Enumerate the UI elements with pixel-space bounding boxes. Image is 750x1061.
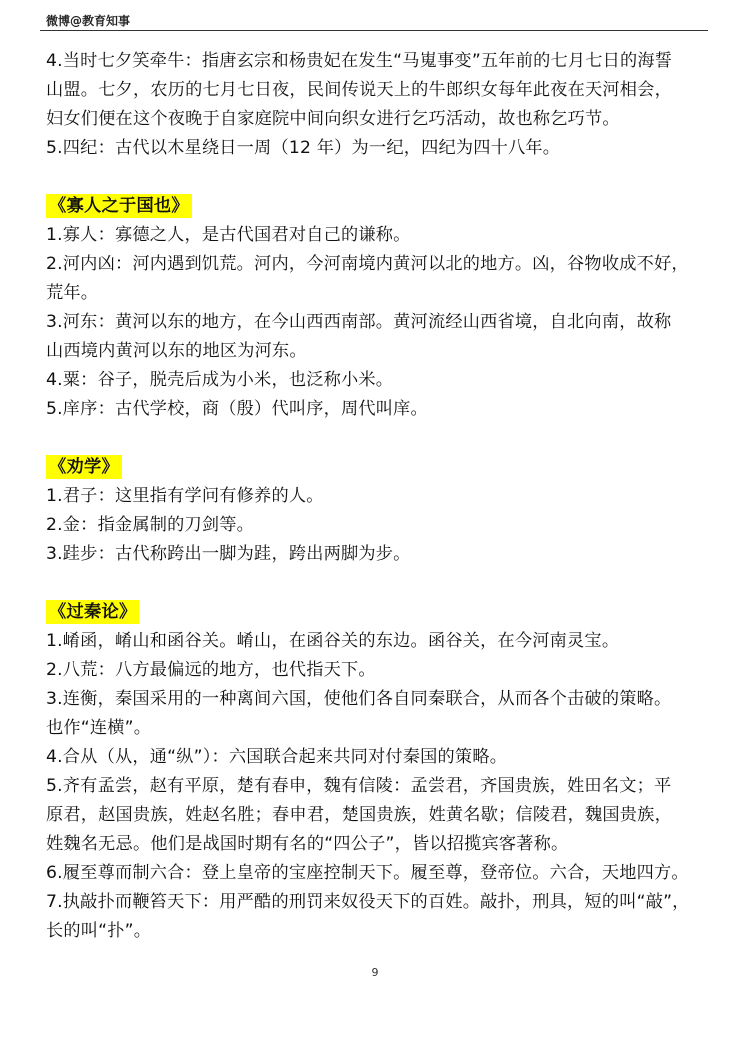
- text-line: 3.河东：黄河以东的地方，在今山西西南部。黄河流经山西省境，自北向南，故称: [46, 312, 672, 332]
- text-line: 山西境内黄河以东的地区为河东。: [46, 341, 307, 361]
- text-line: 长的叫“扑”。: [46, 921, 152, 941]
- text-line: 荒年。: [46, 283, 99, 303]
- section-guaren: [46, 192, 710, 424]
- text-line: 原君，赵国贵族，姓赵名胜；春申君，楚国贵族，姓黄名歇；信陵君，魏国贵族，: [46, 805, 672, 825]
- text-line: 5.庠序：古代学校，商（殷）代叫序，周代叫庠。: [46, 399, 428, 419]
- text-line: 山盟。七夕，农历的七月七日夜，民间传说天上的牛郎织女每年此夜在天河相会，: [46, 80, 672, 100]
- section-guoqinlun: [46, 598, 710, 946]
- text-line: 妇女们便在这个夜晚于自家庭院中间向织女进行乞巧活动，故也称乞巧节。: [46, 109, 620, 129]
- text-line: 4.当时七夕笑牵牛：指唐玄宗和杨贵妃在发生“马嵬事变”五年前的七月七日的海誓: [46, 51, 673, 71]
- text-line: 姓魏名无忌。他们是战国时期有名的“四公子”，皆以招揽宾客著称。: [46, 834, 569, 854]
- text-line: 1.寡人：寡德之人，是古代国君对自己的谦称。: [46, 225, 411, 245]
- section-quanxue: [46, 453, 710, 569]
- text-line: 1.君子：这里指有学问有修养的人。: [46, 486, 324, 506]
- intro-block: [46, 47, 710, 163]
- text-line: 3.跬步：古代称跨出一脚为跬，跨出两脚为步。: [46, 544, 411, 564]
- text-line: 也作“连横”。: [46, 718, 152, 738]
- page-number: 9: [371, 966, 379, 979]
- text-line: 3.连衡，秦国采用的一种离间六国，使他们各自同秦联合，从而各个击破的策略。: [46, 689, 672, 709]
- text-line: 6.履至尊而制六合：登上皇帝的宝座控制天下。履至尊，登帝位。六合，天地四方。: [46, 863, 689, 883]
- text-line: 4.合从（从，通“纵”）：六国联合起来共同对付秦国的策略。: [46, 747, 508, 767]
- document-body: [46, 47, 710, 946]
- text-line: 2.八荒：八方最偏远的地方，也代指天下。: [46, 660, 376, 680]
- section-title: 《过秦论》: [46, 600, 139, 624]
- text-line: 4.粟：谷子，脱壳后成为小米，也泛称小米。: [46, 370, 394, 390]
- text-line: 5.齐有孟尝，赵有平原，楚有春申，魏有信陵：孟尝君，齐国贵族，姓田名文；平: [46, 776, 672, 796]
- text-line: 5.四纪：古代以木星绕日一周（12 年）为一纪，四纪为四十八年。: [46, 138, 561, 158]
- text-line: 2.河内凶：河内遇到饥荒。河内，今河南境内黄河以北的地方。凶，谷物收成不好，: [46, 254, 689, 274]
- header-source-label: 微博@教育知事: [46, 14, 131, 28]
- text-line: 7.执敲扑而鞭笞天下：用严酷的刑罚来奴役天下的百姓。敲扑，刑具，短的叫“敲”，: [46, 892, 690, 912]
- text-line: 2.金：指金属制的刀剑等。: [46, 515, 255, 535]
- section-title: 《劝学》: [46, 455, 122, 479]
- section-title: 《寡人之于国也》: [46, 194, 192, 218]
- text-line: 1.崤函，崤山和函谷关。崤山，在函谷关的东边。函谷关，在今河南灵宝。: [46, 631, 620, 651]
- header-divider: [40, 30, 708, 31]
